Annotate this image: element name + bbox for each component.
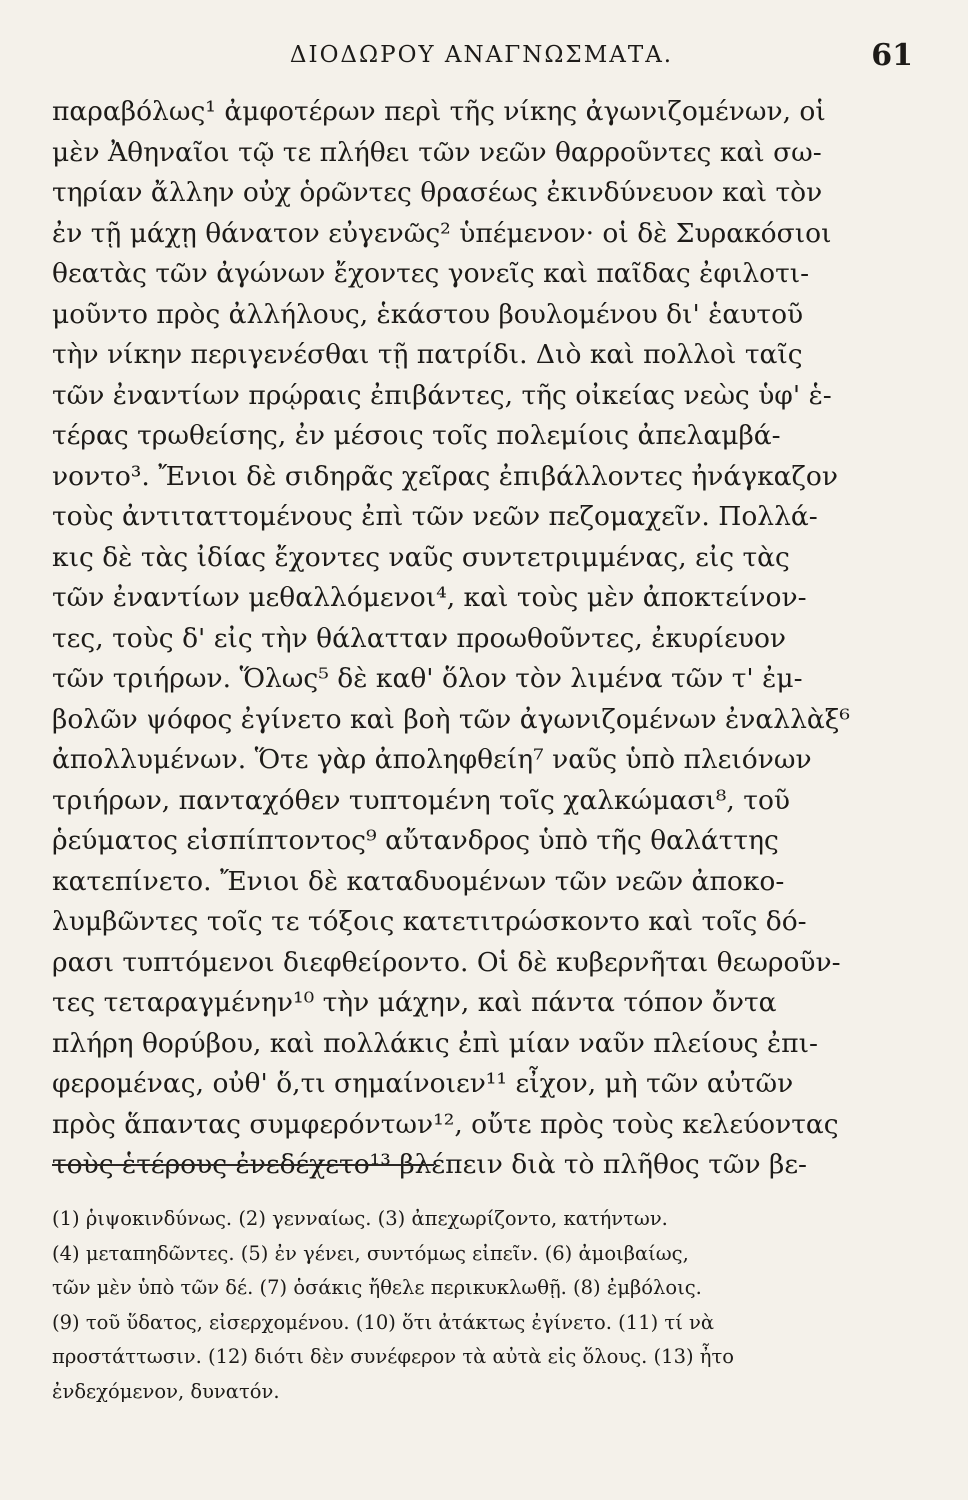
text-line: βολῶν ψόφος ἐγίνετο καὶ βοὴ τῶν ἀγωνιζομένων ἐναλλὰξ⁶ — [52, 703, 850, 735]
footnote-line: τῶν μὲν ὑπὸ τῶν δέ. (7) ὁσάκις ἤθελε περικυκλωθῇ. (8) ἐμβόλοις. — [52, 1276, 702, 1299]
text-line: τοὺς ἑτέρους ἐνεδέχετο¹³ βλέπειν διὰ τὸ πλῆθος τῶν βε- — [52, 1149, 808, 1180]
text-line: τες, τοὺς δ' εἰς τὴν θάλατταν προωθοῦντες, ἐκυρίευον — [52, 622, 787, 654]
text-line: κις δὲ τὰς ἰδίας ἔχοντες ναῦς συντετριμμένας, εἰς τὰς — [52, 541, 790, 573]
text-line: τηρίαν ἄλλην οὐχ ὁρῶντες θρασέως ἐκινδύνευον καὶ τὸν — [52, 177, 823, 208]
text-line: πρὸς ἅπαντας συμφερόντων¹², οὔτε πρὸς τοὺς κελεύοντας — [52, 1108, 839, 1140]
text-line: θεατὰς τῶν ἀγώνων ἔχοντες γονεῖς καὶ παῖδας ἐφιλοτι- — [52, 258, 810, 289]
page-header — [50, 38, 913, 84]
text-line: πλήρη θορύβου, καὶ πολλάκις ἐπὶ μίαν ναῦν πλείους ἐπι- — [52, 1027, 818, 1059]
text-line: τῶν ἐναντίων πρῴραις ἐπιβάντες, τῆς οἰκείας νεὼς ὑφ' ἑ- — [52, 379, 832, 411]
footnote-line: (9) τοῦ ὕδατος, εἰσερχομένου. (10) ὅτι ἀτάκτως ἐγίνετο. (11) τί νὰ — [52, 1310, 715, 1334]
text-line: μοῦντο πρὸς ἀλλήλους, ἑκάστου βουλομένου δι' ἑαυτοῦ — [52, 298, 804, 330]
footnote-line: ἐνδεχόμενον, δυνατόν. — [52, 1379, 280, 1403]
text-line: τῶν ἐναντίων μεθαλλόμενοι⁴, καὶ τοὺς μὲν ἀποκτείνον- — [52, 582, 807, 613]
text-line: τες τεταραγμένην¹⁰ τὴν μάχην, καὶ πάντα τόπον ὄντα — [52, 987, 777, 1018]
text-line: λυμβῶντες τοῖς τε τόξοις κατετιτρώσκοντο καὶ τοῖς δό- — [52, 906, 807, 937]
text-line: τριήρων, πανταχόθεν τυπτομένη τοῖς χαλκώμασι⁸, τοῦ — [52, 784, 791, 816]
text-line: ἀπολλυμένων. Ὅτε γὰρ ἀποληφθείη⁷ ναῦς ὑπὸ πλειόνων — [52, 744, 812, 775]
text-line: τῶν τριήρων. Ὅλως⁵ δὲ καθ' ὅλον τὸν λιμένα τῶν τ' ἐμ- — [52, 663, 803, 694]
text-line: ῥεύματος εἰσπίπτοντος⁹ αὔτανδρος ὑπὸ τῆς θαλάττης — [52, 825, 779, 856]
text-line: ρασι τυπτόμενοι διεφθείροντο. Οἱ δὲ κυβερνῆται θεωροῦν- — [52, 946, 841, 978]
page-number: 61 — [871, 38, 913, 73]
footnote-line: προστάττωσιν. (12) διότι δὲν συνέφερον τὰ αὐτὰ εἰς ὅλους. (13) ἦτο — [52, 1345, 734, 1368]
text-line: μὲν Ἀθηναῖοι τῷ τε πλήθει τῶν νεῶν θαρροῦντες καὶ σω- — [52, 136, 822, 168]
text-line: φερομένας, οὐθ' ὅ,τι σημαίνοιεν¹¹ εἶχον, μὴ τῶν αὐτῶν — [52, 1068, 794, 1099]
text-line: παραβόλως¹ ἀμφοτέρων περὶ τῆς νίκης ἀγωνιζομένων, οἱ — [52, 96, 826, 127]
footnotes — [52, 1202, 916, 1409]
text-line: νοντο³. Ἔνιοι δὲ σιδηρᾶς χεῖρας ἐπιβάλλοντες ἠνάγκαζον — [52, 460, 838, 492]
text-line: ἐν τῇ μάχῃ θάνατον εὐγενῶς² ὑπέμενον· οἱ δὲ Συρακόσιοι — [52, 217, 832, 249]
text-line: τὴν νίκην περιγενέσθαι τῇ πατρίδι. Διὸ καὶ πολλοὶ ταῖς — [52, 339, 803, 370]
text-line: κατεπίνετο. Ἔνιοι δὲ καταδυομένων τῶν νεῶν ἀποκο- — [52, 865, 785, 897]
main-text — [52, 92, 918, 1186]
footnote-line: (1) ῥιψοκινδύνως. (2) γενναίως. (3) ἀπεχωρίζοντο, κατήντων. — [52, 1207, 668, 1230]
text-line: τέρας τρωθείσης, ἐν μέσοις τοῖς πολεμίοις ἀπελαμβά- — [52, 420, 781, 451]
footnote-line: (4) μεταπηδῶντες. (5) ἐν γένει, συντόμως εἰπεῖν. (6) ἀμοιβαίως, — [52, 1241, 689, 1265]
text-line: τοὺς ἀντιταττομένους ἐπὶ τῶν νεῶν πεζομαχεῖν. Πολλά- — [52, 501, 818, 532]
footnote-rule — [52, 1164, 434, 1166]
running-title: ΔΙΟΔΩΡΟΥ ΑΝΑΓΝΩΣΜΑΤΑ. — [289, 42, 674, 68]
